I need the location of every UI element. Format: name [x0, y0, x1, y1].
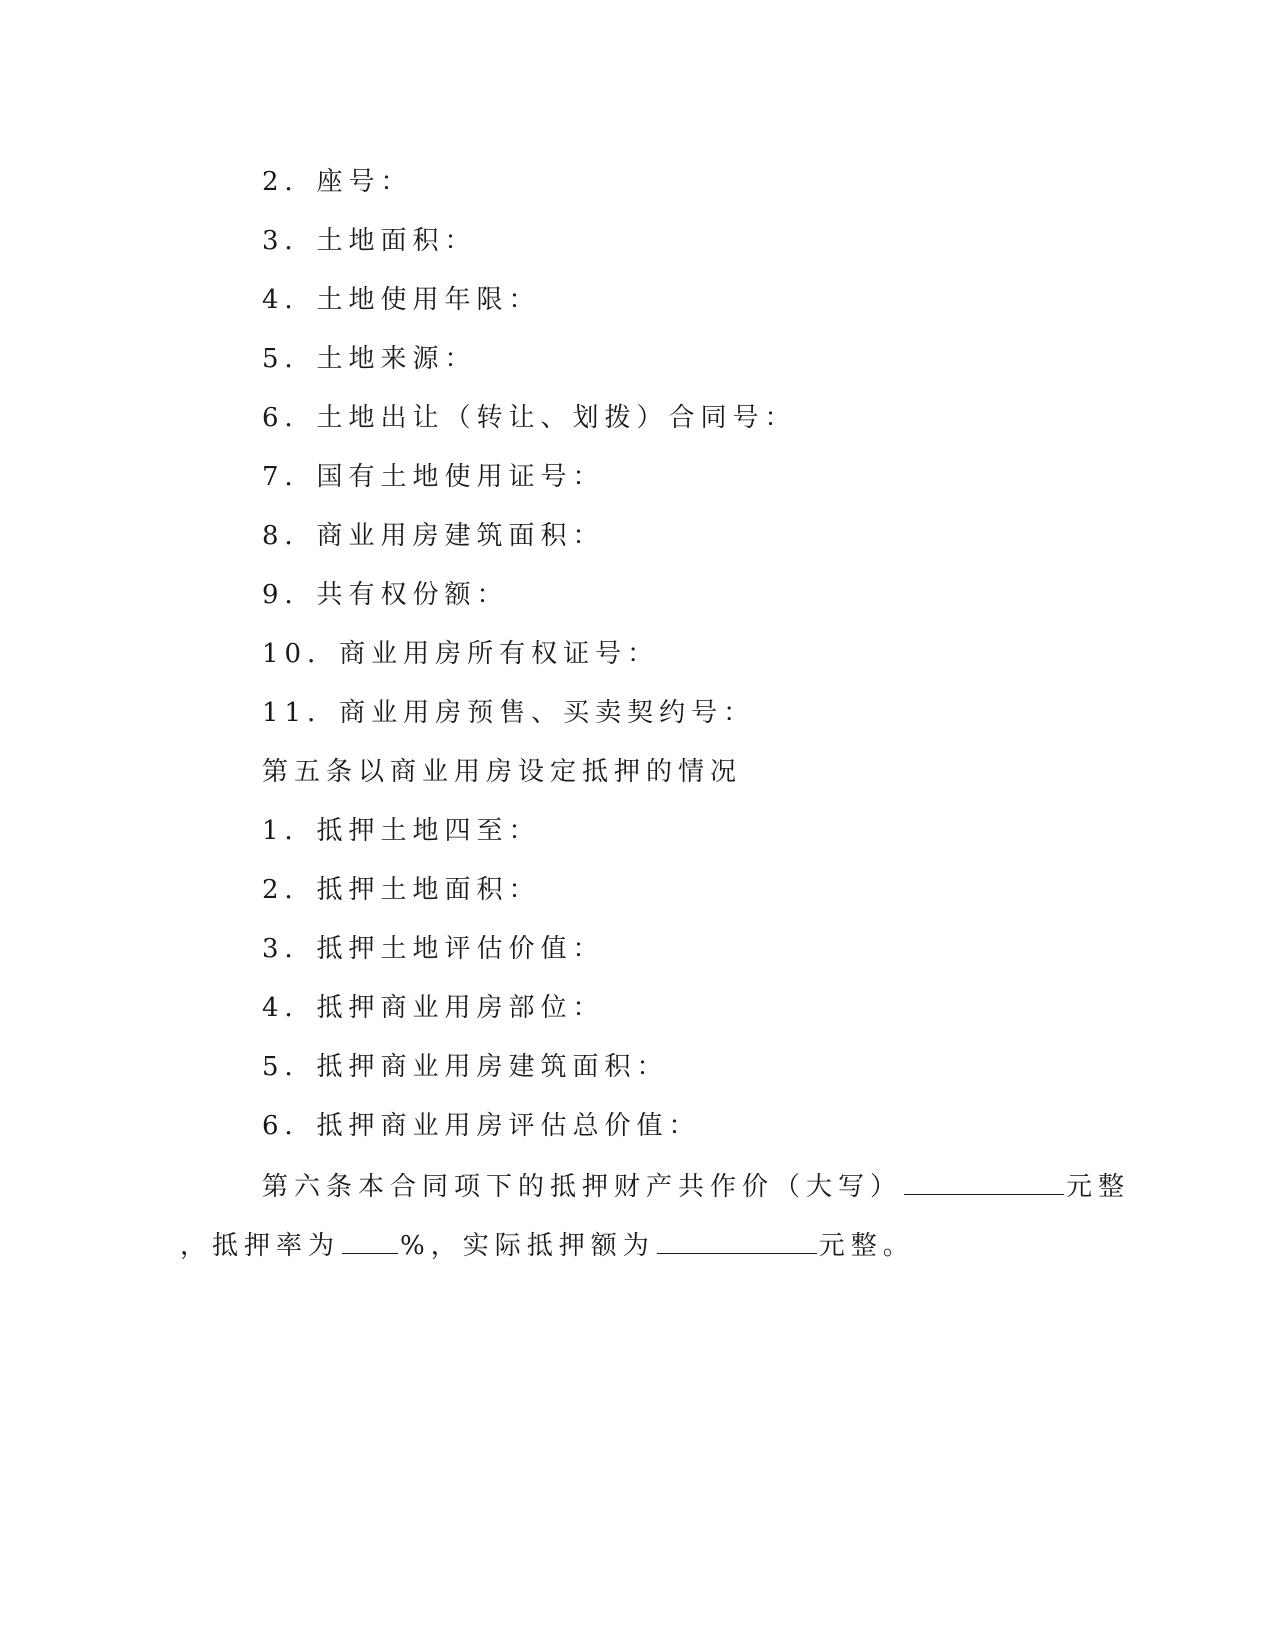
article-6-line-1 — [262, 1168, 1130, 1204]
valuation-blank — [904, 1168, 1064, 1195]
item-mortgage-land-area: 2．抵押土地面积： — [262, 875, 541, 905]
article-6-text-5: 元整。 — [818, 1231, 915, 1261]
article-6-line-2 — [180, 1227, 915, 1263]
article-5-heading: 第五条以商业用房设定抵押的情况 — [262, 757, 743, 787]
item-mortgage-land-value: 3．抵押土地评估价值： — [262, 934, 605, 964]
article-6-text-4: %，实际抵押额为 — [400, 1231, 655, 1261]
item-co-ownership-share: 9．共有权份额： — [262, 580, 509, 610]
article-6-text-1: 第六条本合同项下的抵押财产共作价（大写） — [262, 1172, 903, 1202]
item-land-source: 5．土地来源： — [262, 344, 477, 374]
item-presale-contract-number: 11．商业用房预售、买卖契约号： — [262, 698, 756, 728]
item-building-area: 8．商业用房建筑面积： — [262, 521, 605, 551]
article-6-text-3: ，抵押率为 — [180, 1231, 341, 1261]
article-6-text-2: 元整 — [1066, 1172, 1131, 1202]
item-land-contract-number: 6．土地出让（转让、划拨）合同号： — [262, 403, 797, 433]
item-land-area: 3．土地面积： — [262, 226, 477, 256]
mortgage-rate-blank — [342, 1227, 398, 1254]
item-mortgage-building-location: 4．抵押商业用房部位： — [262, 993, 605, 1023]
item-mortgage-building-value: 6．抵押商业用房评估总价值： — [262, 1111, 701, 1141]
item-mortgage-building-area: 5．抵押商业用房建筑面积： — [262, 1052, 669, 1082]
item-mortgage-land-boundaries: 1．抵押土地四至： — [262, 816, 541, 846]
item-land-certificate-number: 7．国有土地使用证号： — [262, 462, 605, 492]
item-land-use-term: 4．土地使用年限： — [262, 285, 541, 315]
item-seat-number: 2．座号： — [262, 167, 413, 197]
item-ownership-certificate-number: 10．商业用房所有权证号： — [262, 639, 660, 669]
mortgage-amount-blank — [657, 1227, 817, 1254]
